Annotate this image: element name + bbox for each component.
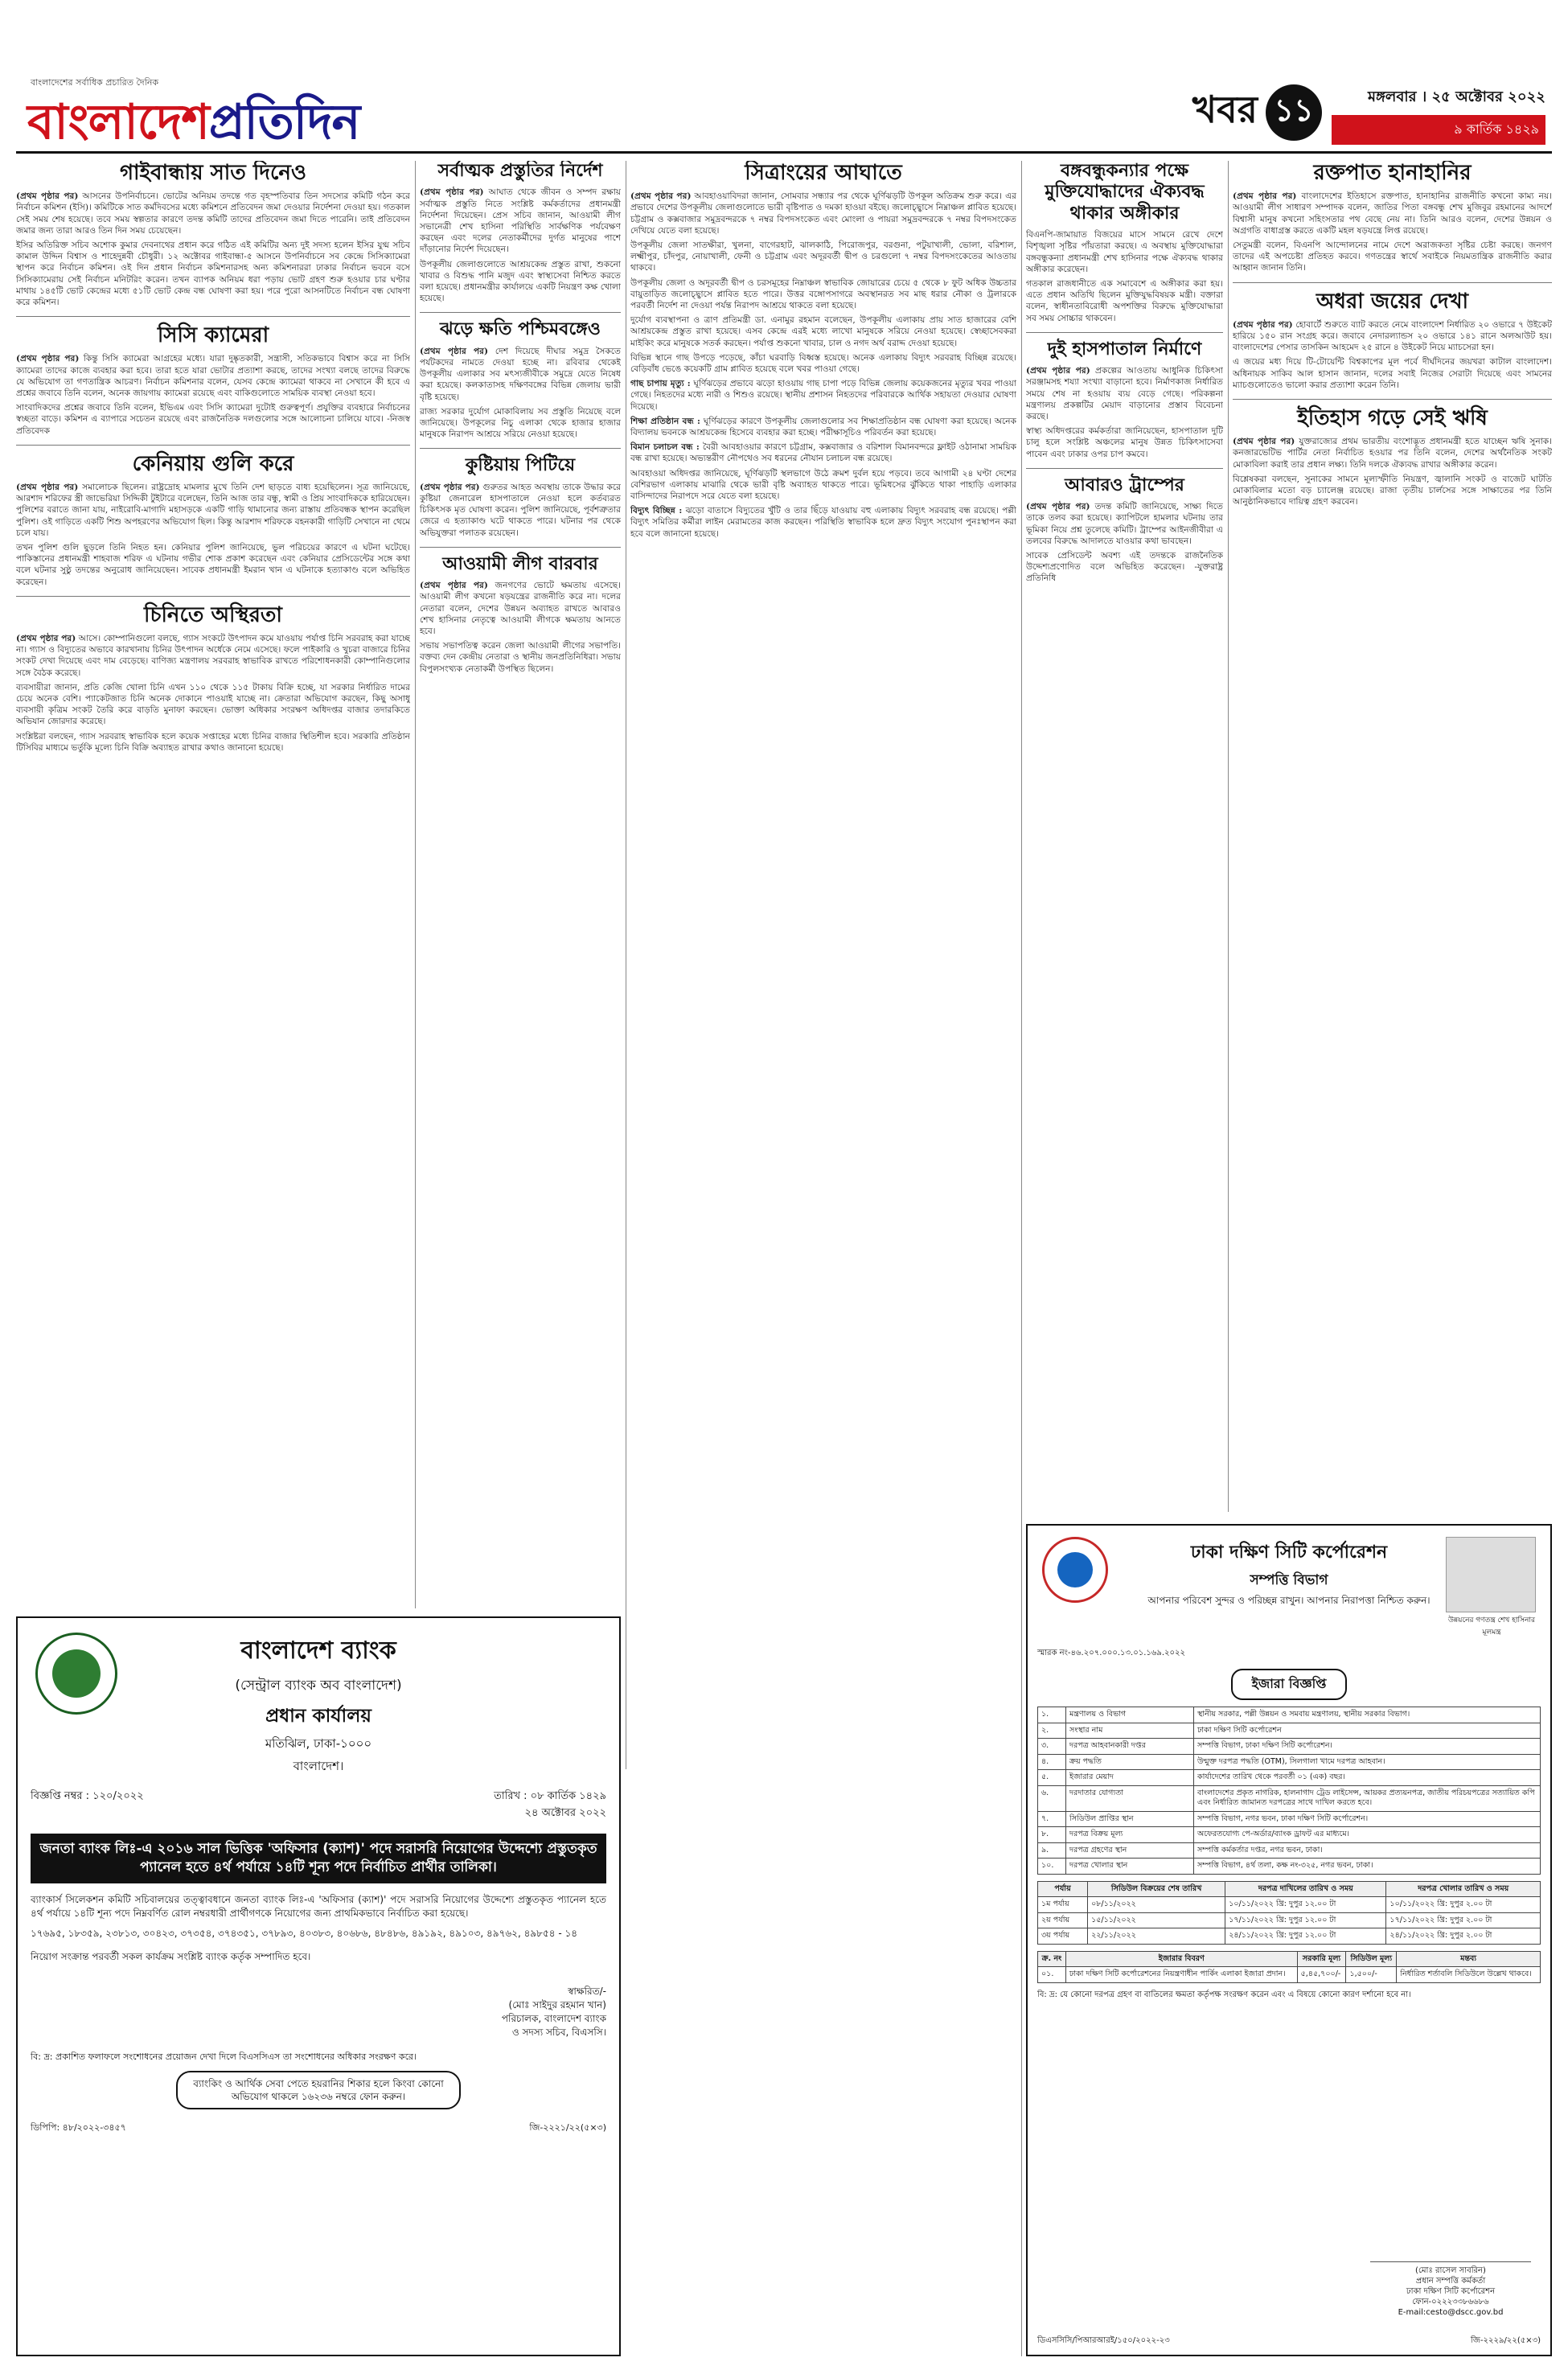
date-box: [1332, 85, 1545, 145]
table-cell: মন্ত্রণালয় ও বিভাগ: [1066, 1707, 1194, 1723]
article-body: বিদ্যুৎ বিচ্ছিন্ন : ঝড়ো বাতাসে বিদ্যুতের খুঁটি ও তার ছিঁড়ে যাওয়ায় বহু এলাকায় বিদ্যুৎ সরবরাহ বন্ধ রয়েছে। পল্লী বিদ্যুৎ সমিতির কর্মীরা লাইন মেরামতের কাজ করছেন। পরিস্থিতি স্বাভাবিক হলে দ্রুত বিদ্যুৎ সংযোগ পুনঃস্থাপন করা হবে বলে জানানো হয়েছে।: [630, 506, 1016, 539]
table-cell: সম্পত্তি বিভাগ, নগর ভবন, ঢাকা দক্ষিণ সিটি কর্পোরেশন।: [1194, 1811, 1541, 1827]
article-body: উপকূলীয় জেলাগুলোতে আশ্রয়কেন্দ্র প্রস্তুত রাখা, শুকনো খাবার ও বিশুদ্ধ পানি মজুদ এবং স্বাস্থ্যসেবা নিশ্চিত করতে বলা হয়েছে। প্রধানমন্ত্রীর কার্যালয়ে একটি নিয়ন্ত্রণ কক্ষ খোলা হয়েছে।: [420, 259, 621, 304]
table-cell: ক্রয় পদ্ধতি: [1066, 1754, 1194, 1770]
ad-text: নিয়োগ সংক্রান্ত পরবর্তী সকল কার্যক্রম সংশ্লিষ্ট ব্যাংক কর্তৃক সম্পাদিত হবে।: [31, 1950, 311, 1962]
table-cell: বাংলাদেশের প্রকৃত নাগরিক, হালনাগাদ ট্রেড লাইসেন্স, আয়কর প্রত্যয়নপত্র, জাতীয় পরিচয়পত্রের সত্যায়িত কপি এবং নির্ধারিত জামানত দরপত্রের সাথে দাখিল করতে হবে।: [1194, 1785, 1541, 1811]
helpline-box: ব্যাংকিং ও আর্থিক সেবা পেতে হয়রানির শিকার হলে কিংবা কোনো অভিযোগ থাকলে ১৬২৩৬ নম্বরে ফোন করুন।: [176, 2071, 461, 2109]
article-body: বিভিন্ন স্থানে গাছ উপড়ে পড়েছে, কাঁচা ঘরবাড়ি বিধ্বস্ত হয়েছে। অনেক এলাকায় বিদ্যুৎ সরবরাহ বিচ্ছিন্ন রয়েছে। বেড়িবাঁধ ভেঙে কয়েকটি গ্রাম প্লাবিত হয়েছে বলে খবর পাওয়া গেছে।: [630, 352, 1016, 375]
ad-address: বাংলাদেশ।: [293, 1759, 344, 1773]
article-body: (প্রথম পৃষ্ঠার পর) সমালোচক ছিলেন। রাষ্ট্রদ্রোহ মামলার মুখে তিনি দেশ ছাড়তে বাধ্য হয়েছিলেন। সূত্র জানিয়েছে, আরশাদ শরিফের স্ত্রী জাভেরিয়া সিদ্দিকী টুইটারে বলেছেন, তিনি আজ তার বন্ধু, স্বামী ও প্রিয় সাংবাদিককে হারিয়েছেন। পুলিশের বরাতে জানা যায়, নাইরোবি-মাগাদি মহাসড়কে একটি গাড়ি থামানোর জন্য রাস্তায় প্রতিবন্ধক স্থাপন করেছিল পুলিশ। ওই গাড়িতে একটি শিশু অপহরণের অভিযোগ ছিল। কিন্তু আরশাদ শরিফকে বহনকারী গাড়িটি সেখানে না থেমে চলে যায়।: [16, 483, 410, 538]
table-row: [1038, 1785, 1541, 1811]
table-row: [1038, 1707, 1541, 1723]
article-headline[interactable]: রক্তপাত হানাহানির: [1313, 161, 1472, 185]
notice-date: তারিখ : ০৮ কার্তিক ১৪২৯: [494, 1790, 606, 1802]
article-body: বিএনপি-জামায়াত বিজয়ের মাসে সামনে রেখে দেশে বিশৃঙ্খলা সৃষ্টির পাঁয়তারা করছে। এ অবস্থায় মুক্তিযোদ্ধারা বঙ্গবন্ধুকন্যা প্রধানমন্ত্রী শেখ হাসিনার পক্ষে ঐক্যবদ্ধ থাকার অঙ্গীকার করেছেন।: [1026, 230, 1223, 274]
table-cell: ২.: [1038, 1723, 1066, 1739]
memo-number: স্মারক নং-৪৬.২০৭.০০০.১৩.০১.১৬৯.২০২২: [1037, 1649, 1186, 1657]
logo-main-text: বাংলাদেশ: [27, 94, 209, 150]
ad-office: প্রধান কার্যালয়: [265, 1706, 371, 1727]
ad-note: বি: দ্র: প্রকাশিত ফলাফলে সংশোধনের প্রয়োজন দেখা দিলে বিএসসিএস তা সংশোধনের অধিকার সংরক্ষণ করে।: [31, 2051, 417, 2062]
ad-footer: ডিপিপি: ৪৮/২০২২-৩৪৫৭ জি-২২২১/২২(৫×৩): [31, 2121, 606, 2133]
article-body: তখন পুলিশ গুলি ছুড়লে তিনি নিহত হন। কেনিয়ার পুলিশ জানিয়েছে, ভুল পরিচয়ের কারণে এ ঘটনা ঘটেছে। পাকিস্তানের প্রধানমন্ত্রী শাহবাজ শরিফ এ ঘটনায় গভীর শোক প্রকাশ করেছেন এবং কেনিয়ার প্রেসিডেন্টের সঙ্গে কথা বলে ঘটনার সুষ্ঠু তদন্তের অনুরোধ জানিয়েছেন। সাবেক প্রধানমন্ত্রী ইমরান খান এ ঘটনাকে হত্যাকাণ্ড বলে অভিহিত করেছেন।: [16, 543, 410, 587]
column-header: দরপত্র খোলার তারিখ ও সময়: [1386, 1881, 1541, 1897]
article-body: দুর্যোগ ব্যবস্থাপনা ও ত্রাণ প্রতিমন্ত্রী ডা. এনামুর রহমান বলেছেন, উপকূলীয় এলাকায় প্রায় সাত হাজারের বেশি আশ্রয়কেন্দ্র প্রস্তুত রাখা হয়েছে। এসব কেন্দ্রে এরই মধ্যে লাখো মানুষকে সরিয়ে নেওয়া হয়েছে। স্বেচ্ছাসেবকরা মাইকিং করে মানুষকে সতর্ক করছেন। পর্যাপ্ত শুকনো খাবার, চাল ও নগদ অর্থ বরাদ্দ দেওয়া হয়েছে।: [630, 315, 1016, 348]
article-trump: [1026, 475, 1223, 585]
article-headline[interactable]: সিসি ক্যামেরা: [157, 323, 269, 348]
article-body: সভায় সভাপতিত্ব করেন জেলা আওয়ামী লীগের সভাপতি। বক্তব্য দেন কেন্দ্রীয় নেতারা ও স্থানীয় জনপ্রতিনিধিরা। সভায় বিপুলসংখ্যক নেতাকর্মী উপস্থিত ছিলেন।: [420, 641, 621, 674]
column-header: দরপত্র দাখিলের তারিখ ও সময়: [1225, 1881, 1386, 1897]
table-cell: ইজারার মেয়াদ: [1066, 1770, 1194, 1786]
article-headline[interactable]: কুষ্টিয়ায় পিটিয়ে: [465, 455, 576, 476]
article-body: বিমান চলাচল বন্ধ : বৈরী আবহাওয়ার কারণে চট্টগ্রাম, কক্সবাজার ও বরিশাল বিমানবন্দরে ফ্লাইট ওঠানামা সাময়িক বন্ধ রাখা হয়েছে। অভ্যন্তরীণ নৌপথেও সব ধরনের নৌযান চলাচল বন্ধ রয়েছে।: [630, 442, 1016, 464]
article-awami-league: [420, 554, 621, 675]
table-row: [1038, 1770, 1541, 1786]
table-cell: ৫.: [1038, 1770, 1066, 1786]
table-cell: ৭.: [1038, 1811, 1066, 1827]
ad-signature: (মোঃ রাসেল সাবরিন) প্রধান সম্পত্তি কর্মকর্তা ঢাকা দক্ষিণ সিটি কর্পোরেশন ফোন-০২২২৩৩৮৬৬৮৬ E-mail:cesto@dscc.gov.bd: [1370, 2237, 1531, 2318]
article-bloodshed: [1233, 161, 1552, 274]
table-cell: দরপত্র বিক্রয় মূল্য: [1066, 1827, 1194, 1843]
table-cell: ১০.: [1038, 1859, 1066, 1875]
article-body: সংশ্লিষ্টরা বলছেন, গ্যাস সরবরাহ স্বাভাবিক হলে কয়েক সপ্তাহের মধ্যে চিনির বাজার স্থিতিশীল হবে। সরকারি প্রতিষ্ঠান টিসিবির মাধ্যমে ভর্তুকি মূল্যে চিনি বিক্রি অব্যাহত রাখার কথাও জানানো হয়েছে।: [16, 731, 410, 753]
table-cell: ৮.: [1038, 1827, 1066, 1843]
divider: [1233, 282, 1552, 283]
article-headline[interactable]: চিনিতে অস্থিরতা: [144, 602, 282, 627]
column-2: [420, 161, 621, 1608]
article-headline[interactable]: ইতিহাস গড়ে সেই ঋষি: [1297, 406, 1488, 431]
table-cell: ১.: [1038, 1707, 1066, 1723]
article-headline[interactable]: সর্বাত্মক প্রস্তুতির নির্দেশ: [437, 161, 603, 181]
ad-address: মতিঝিল, ঢাকা-১০০০: [265, 1736, 372, 1751]
article-body: আবহাওয়া অধিদপ্তর জানিয়েছে, ঘূর্ণিঝড়টি স্থলভাগে উঠে ক্রমশ দুর্বল হয়ে পড়বে। তবে আগামী ২৪ ঘণ্টা দেশের বেশিরভাগ এলাকায় মাঝারি থেকে ভারী বৃষ্টি অব্যাহত থাকতে পারে। ভূমিধসের ঝুঁকিতে থাকা পাহাড়ি এলাকার বাসিন্দাদের নিরাপদে সরে যেতে বলা হয়েছে।: [630, 468, 1016, 502]
table-cell: ১ম পর্যায়: [1038, 1897, 1088, 1913]
article-body: গতকাল রাজধানীতে এক সমাবেশে এ অঙ্গীকার করা হয়। এতে প্রধান অতিথি ছিলেন মুক্তিযুদ্ধবিষয়ক মন্ত্রী। বক্তারা বলেন, স্বাধীনতাবিরোধী অপশক্তির বিরুদ্ধে মুক্তিযোদ্ধারা সব সময় সোচ্চার থাকবেন।: [1026, 278, 1223, 323]
table-cell: ঢাকা দক্ষিণ সিটি কর্পোরেশনের নিয়ন্ত্রণাধীন পার্কিং এলাকা ইজারা প্রদান।: [1065, 1967, 1297, 1983]
article-body: সাবেক প্রেসিডেন্ট অবশ্য এই তদন্তকে রাজনৈতিক উদ্দেশ্যপ্রণোদিত বলে অভিহিত করেছেন। -যুক্তরাষ্ট্র প্রতিনিধি: [1026, 551, 1223, 584]
table-cell: ১৭/১১/২০২২ খ্রি: দুপুর ১২.০০ টা: [1225, 1912, 1386, 1928]
ad-slogan: আপনার পরিবেশ সুন্দর ও পরিচ্ছন্ন রাখুন। আপনার নিরাপত্তা নিশ্চিত করুন।: [1147, 1595, 1430, 1606]
table-cell: সংস্থার নাম: [1066, 1723, 1194, 1739]
article-kushtia: [420, 455, 621, 538]
table-cell: দরদাতার যোগ্যতা: [1066, 1785, 1194, 1811]
logo-accent-text: প্রতিদিন: [208, 94, 360, 150]
table-row: [1038, 1897, 1541, 1913]
article-body: ইসির অতিরিক্ত সচিব অশোক কুমার দেবনাথের প্রধান করে গঠিত এই কমিটির অন্য দুই সদস্য হলেন ইসির যুগ্ম সচিব কামাল উদ্দিন বিশ্বাস ও শাহেদুন্নবী চৌধুরী। ১২ অক্টোবর গাইবান্ধা-৫ আসনে উপনির্বাচনে সব কেন্দ্রে সিসিক্যামেরা স্থাপন করে নির্বাচন কমিশন। ওই দিন প্রধান নির্বাচন কমিশনারসহ অন্য কমিশনাররা ঢাকার নির্বাচন ভবনে বসে সিসিক্যামেরায় সেই নির্বাচন মনিটরিং করেন। তখন ব্যাপক অনিয়ম ধরা পড়ায় ভোট গ্রহণ শুরু হওয়ার চার ঘণ্টার মাথায় ১৪৫টি ভোট কেন্দ্রের মধ্যে ৫১টি ভোট কেন্দ্র বন্ধ ঘোষণা করা হয়। পরে পুরো আসনটিতে নির্বাচন বন্ধ ঘোষণা করে কমিশন।: [16, 240, 410, 308]
column-header: ক্র. নং: [1038, 1951, 1066, 1967]
article-body: স্বাস্থ্য অধিদপ্তরের কর্মকর্তারা জানিয়েছেন, হাসপাতাল দুটি চালু হলে সংশ্লিষ্ট অঞ্চলের মানুষ উন্নত চিকিৎসাসেবা পাবেন এবং ঢাকার ওপর চাপ কমবে।: [1026, 426, 1223, 459]
table-cell: সম্পত্তি বিভাগ, ঢাকা দক্ষিণ সিটি কর্পোরেশন।: [1194, 1739, 1541, 1755]
table-row: [1038, 1739, 1541, 1755]
table-cell: ১০/১১/২০২২ খ্রি: দুপুর ১২.০০ টা: [1225, 1897, 1386, 1913]
article-kenya: [16, 452, 410, 588]
ad-subtitle: (সেন্ট্রাল ব্যাংক অব বাংলাদেশ): [235, 1678, 402, 1694]
table-cell: অফেরতযোগ্য পে-অর্ডার/ব্যাংক ড্রাফট এর মাধ্যমে।: [1194, 1827, 1541, 1843]
portrait-image: [1446, 1537, 1536, 1612]
table-cell: ৫,৪৫,৭০০/-: [1297, 1967, 1346, 1983]
article-headline[interactable]: কেনিয়ায় গুলি করে: [132, 451, 294, 476]
divider: [1026, 332, 1223, 333]
article-body: উপকূলীয় জেলা ও অদূরবর্তী দ্বীপ ও চরসমূহের নিম্নাঞ্চল স্বাভাবিক জোয়ারের চেয়ে ৫ থেকে ৮ ফুট অধিক উচ্চতার বায়ুতাড়িত জলোচ্ছ্বাসে প্লাবিত হতে পারে। উত্তর বঙ্গোপসাগরে অবস্থানরত সব মাছ ধরার নৌকা ও ট্রলারকে পরবর্তী নির্দেশ না দেওয়া পর্যন্ত নিরাপদ আশ্রয়ে থাকতে বলা হয়েছে।: [630, 277, 1016, 311]
article-body: (প্রথম পৃষ্ঠার পর) জনগণের ভোটে ক্ষমতায় এসেছে। আওয়ামী লীগ কখনো ষড়যন্ত্রের রাজনীতি করে না। দলের নেতারা বলেন, দেশের উন্নয়ন অব্যাহত রাখতে আবারও শেখ হাসিনার নেতৃত্বে আওয়ামী লীগকে ক্ষমতায় আনতে হবে।: [420, 581, 621, 637]
article-body: গাছ চাপায় মৃত্যু : ঘূর্ণিঝড়ের প্রভাবে ঝড়ো হাওয়ায় গাছ চাপা পড়ে বিভিন্ন জেলায় কয়েকজনের মৃত্যুর খবর পাওয়া গেছে। নিহতদের মধ্যে নারী ও শিশুও রয়েছে। স্থানীয় প্রশাসন নিহতদের পরিবারকে আর্থিক সহায়তা দেওয়ার ঘোষণা দিয়েছে।: [630, 379, 1016, 412]
divider: [16, 596, 410, 597]
ad-footnote: বি: দ্র: যে কোনো দরপত্র গ্রহণ বা বাতিলের ক্ষমতা কর্তৃপক্ষ সংরক্ষণ করেন এবং এ বিষয়ে কোনো কারণ দর্শানো হবে না।: [1037, 1990, 1411, 1999]
ad-text: ব্যাংকার্স সিলেকশন কমিটি সচিবালয়ের তত্ত্বাবধানে জনতা ব্যাংক লিঃ-এ 'অফিসার (ক্যাশ)' পদে সরাসরি নিয়োগের উদ্দেশ্যে প্রস্তুতকৃত প্যানেল হতে ৪র্থ পর্যায়ে ১৪টি শূন্য পদে নিম্নবর্ণিত রোল নম্বরধারী প্রার্থীগণকে নিয়োগের জন্য প্রাথমিকভাবে নির্বাচিত করা হয়েছে।: [31, 1893, 606, 1919]
article-body: ব্যবসায়ীরা জানান, প্রতি কেজি খোলা চিনি এখন ১১০ থেকে ১১৫ টাকায় বিক্রি হচ্ছে, যা সরকার নির্ধারিত দামের চেয়ে অনেক বেশি। প্যাকেটজাত চিনি অনেক দোকানে পাওয়াই যাচ্ছে না। ক্রেতারা অভিযোগ করছেন, কিছু অসাধু ব্যবসায়ী কৃত্রিম সংকট তৈরি করে বাড়তি মুনাফা করছেন। ভোক্তা অধিকার সংরক্ষণ অধিদপ্তর বাজার তদারকিতে অভিযান জোরদার করেছে।: [16, 682, 410, 727]
column-header: সরকারি মূল্য: [1297, 1951, 1346, 1967]
table-cell: ২৪/১১/২০২২ খ্রি: দুপুর ১২.০০ টা: [1225, 1928, 1386, 1945]
divider: [16, 445, 410, 446]
dscc-logo-icon: [1042, 1537, 1108, 1603]
table-cell: ২য় পর্যায়: [1038, 1912, 1088, 1928]
table-cell: উন্মুক্ত দরপত্র পদ্ধতি (OTM), সিলগালা খামে দরপত্র আহবান।: [1194, 1754, 1541, 1770]
article-hospitals: [1026, 339, 1223, 460]
article-body: সাংবাদিকদের প্রশ্নের জবাবে তিনি বলেন, ইভিএম এবং সিসি ক্যামেরা দুটোই গুরুত্বপূর্ণ। প্রযুক্তির ব্যবহারে নির্বাচনের স্বচ্ছতা বাড়ে। কমিশন এ ব্যাপারে সচেতন রয়েছে এবং রাজনৈতিক দলগুলোর সঙ্গে আলোচনা চালিয়ে যাবে। -নিজস্ব প্রতিবেদক: [16, 403, 410, 436]
article-headline[interactable]: বঙ্গবন্ধুকন্যার পক্ষে মুক্তিযোদ্ধাদের ঐক্যবদ্ধ থাকার অঙ্গীকার: [1045, 161, 1205, 224]
table-row: [1038, 1859, 1541, 1875]
article-body: (প্রথম পৃষ্ঠার পর) আঘাত থেকে জীবন ও সম্পদ রক্ষায় সর্বাত্মক প্রস্তুতি নিতে সংশ্লিষ্ট কর্মকর্তাদের প্রধানমন্ত্রী নির্দেশনা দিয়েছেন। প্রেস সচিব জানান, আওয়ামী লীগ সভানেত্রী শেখ হাসিনা পরিস্থিতি সার্বক্ষণিক পর্যবেক্ষণ করছেন এবং দলের নেতাকর্মীদের দুর্গত মানুষের পাশে দাঁড়ানোর নির্দেশ দিয়েছেন।: [420, 187, 621, 255]
bangladesh-bank-advertisement: [16, 1616, 621, 2356]
table-cell: দরপত্র খোলার স্থান: [1066, 1859, 1194, 1875]
article-body: (প্রথম পৃষ্ঠার পর) হোবার্টে শুরুতে ব্যাট করতে নেমে বাংলাদেশ নির্ধারিত ২০ ওভারে ৭ উইকেট হারিয়ে ১৫০ রান সংগ্রহ করে। জবাবে নেদারল্যান্ডস ২০ ওভারে ১৪১ রানে অলআউট হয়। বাংলাদেশের পেসার তাসকিন আহমেদ ২৫ রানে ৪ উইকেট নিয়ে ম্যাচসেরা হন।: [1233, 319, 1552, 353]
article-body: (প্রথম পৃষ্ঠার পর) গুরুতর আহত অবস্থায় তাকে উদ্ধার করে কুষ্টিয়া জেনারেল হাসপাতালে নেওয়া হলে কর্তব্যরত চিকিৎসক মৃত ঘোষণা করেন। পুলিশ জানিয়েছে, পূর্বশত্রুতার জেরে এ হত্যাকাণ্ড ঘটে থাকতে পারে। ঘটনার পর থেকে অভিযুক্তরা পলাতক রয়েছেন।: [420, 482, 621, 538]
article-body: (প্রথম পৃষ্ঠার পর) প্রকল্পের আওতায় আধুনিক চিকিৎসা সরঞ্জামসহ শয্যা সংখ্যা বাড়ানো হবে। নির্মাণকাজ নির্ধারিত সময়ে শেষ না হওয়ায় ব্যয় বেড়ে গেছে। পরিকল্পনা মন্ত্রণালয় প্রকল্পটির মেয়াদ বাড়ানোর প্রস্তাব বিবেচনা করছে।: [1026, 366, 1223, 421]
article-headline[interactable]: দুই হাসপাতাল নির্মাণে: [1047, 339, 1202, 359]
article-body: (প্রথম পৃষ্ঠার পর) আসনের উপনির্বাচনে। ভোটের অনিয়ম তদন্তে গত বৃহস্পতিবার তিন সদস্যের কমিটি গঠন করে নির্বাচন কমিশন (ইসি)। কমিটিকে সাত কর্মদিবসের মধ্যে কমিশনে প্রতিবেদন জমা দেওয়ার নির্দেশনা দেওয়া হয়। গতকাল সেই সময় শেষ হয়েছে। তবে সময় স্বল্পতার কারণে তদন্ত কমিটি তাদের প্রতিবেদন জমা দিতে পারেনি। তাই প্রতিবেদন জমার জন্য তারা আরও তিন দিন সময় চেয়েছেন।: [16, 191, 410, 236]
column-1: [16, 161, 410, 1608]
table-row: [1038, 1754, 1541, 1770]
article-gaibandha: [16, 161, 410, 308]
section-badge: [1192, 82, 1322, 143]
ad-banner: জনতা ব্যাংক লিঃ-এ ২০১৬ সাল ভিত্তিক 'অফিসার (ক্যাশ)' পদে সরাসরি নিয়োগের উদ্দেশ্যে প্রস্তুতকৃত প্যানেল হতে ৪র্থ পর্যায়ে ১৪টি শূন্য পদে নির্বাচিত প্রার্থীর তালিকা।: [31, 1834, 606, 1883]
signature-mark: [1370, 2237, 1531, 2262]
divider: [420, 547, 621, 548]
dscc-tender-advertisement: [1026, 1524, 1552, 2356]
column-header: সিডিউল মূল্য: [1346, 1951, 1397, 1967]
lease-item-table: [1037, 1951, 1541, 1983]
article-body: রাজ্য সরকার দুর্যোগ মোকাবিলায় সব প্রস্তুতি নিয়েছে বলে জানিয়েছে। উপকূলের নিচু এলাকা থেকে হাজার হাজার মানুষকে নিরাপদ আশ্রয়ে সরিয়ে নেওয়া হয়েছে।: [420, 406, 621, 440]
ad-title: ঢাকা দক্ষিণ সিটি কর্পোরেশন: [1190, 1542, 1388, 1563]
ad-footer: ডিএসসিসি/পিআরআরই/১৫০/২০২২-২৩ জি-২২২৯/২২(৫×৩): [1037, 2336, 1541, 2345]
article-rishi: [1233, 406, 1552, 507]
bengali-date: ৯ কার্তিক ১৪২৯: [1332, 115, 1545, 145]
article-body: (প্রথম পৃষ্ঠার পর) আবহাওয়াবিদরা জানান, সোমবার সন্ধ্যার পর থেকে ঘূর্ণিঝড়টি উপকূল অতিক্রম শুরু করে। এর প্রভাবে দেশের উপকূলীয় জেলাগুলোতে ভারী বৃষ্টিপাত ও দমকা হাওয়া বইছে। জলোচ্ছ্বাসে নিম্নাঞ্চল প্লাবিত হয়েছে। চট্টগ্রাম ও কক্সবাজার সমুদ্রবন্দরকে ৭ নম্বর বিপদসংকেত এবং মোংলা ও পায়রা সমুদ্রবন্দরকে ৭ নম্বর বিপদসংকেত দেখিয়ে যেতে বলা হয়েছে।: [630, 191, 1016, 236]
ad-signature: স্বাক্ষরিত/- (মোঃ সাইদুর রহমান খান) পরিচালক, বাংলাদেশ ব্যাংক ও সদস্য সচিব, বিএসসি।: [501, 1985, 606, 2038]
column-divider: [415, 161, 416, 1608]
table-cell: ২২/১১/২০২২: [1088, 1928, 1225, 1945]
notice-date: ২৪ অক্টোবর ২০২২: [524, 1807, 606, 1819]
article-body: বিশ্লেষকরা বলছেন, সুনাকের সামনে মূল্যস্ফীতি নিয়ন্ত্রণ, জ্বালানি সংকট ও বাজেট ঘাটতি মোকাবিলার মতো বড় চ্যালেঞ্জ রয়েছে। রাজা তৃতীয় চার্লসের সঙ্গে সাক্ষাতের পর তিনি আনুষ্ঠানিকভাবে দায়িত্ব গ্রহণ করবেন।: [1233, 474, 1552, 507]
table-cell: ০৮/১১/২০২২: [1088, 1897, 1225, 1913]
column-4: [1026, 161, 1223, 1512]
ad-department: সম্পত্তি বিভাগ: [1250, 1572, 1328, 1588]
table-cell: ৩.: [1038, 1739, 1066, 1755]
article-headline[interactable]: অধরা জয়ের দেখা: [1316, 289, 1469, 314]
masthead: [16, 71, 1552, 154]
ad-meta: [31, 1789, 606, 1822]
article-sitrang: [630, 161, 1016, 540]
table-cell: ১০/১১/২০২২ খ্রি: দুপুর ২.০০ টা: [1386, 1897, 1541, 1913]
table-cell: ১,৫০০/-: [1346, 1967, 1397, 1983]
table-cell: স্থানীয় সরকার, পল্লী উন্নয়ন ও সমবায় মন্ত্রণালয়, স্থানীয় সরকার বিভাগ।: [1194, 1707, 1541, 1723]
divider: [16, 316, 410, 317]
ad-title: বাংলাদেশ ব্যাংক: [240, 1637, 396, 1665]
column-divider: [1021, 161, 1022, 2356]
table-cell: ৩য় পর্যায়: [1038, 1928, 1088, 1945]
article-body: (প্রথম পৃষ্ঠার পর) বাংলাদেশের ইতিহাসে রক্তপাত, হানাহানির রাজনীতি কখনো কাম্য নয়। আওয়ামী লীগ সাধারণ সম্পাদক বলেন, জাতির পিতা বঙ্গবন্ধু শেখ মুজিবুর রহমানের আদর্শে বিশ্বাসী মানুষ কখনো সহিংসতার পথ বেছে নেয় না। তিনি আরও বলেন, দেশের উন্নয়ন ও অগ্রগতি বাধাগ্রস্ত করতে একটি মহল ষড়যন্ত্রে লিপ্ত রয়েছে।: [1233, 191, 1552, 236]
article-body: (প্রথম পৃষ্ঠার পর) কিন্তু সিসি ক্যামেরা আগ্রহের মধ্যে। যারা দুষ্কৃতকারী, সন্ত্রাসী, সতিকভাবে বিশ্বাস করে না সিসি ক্যামেরা তাদের কাজে ব্যবহার করা হবে। তারা হতে যারা ভোটার প্রত্যাশা করছে, তাদের সংখ্যা বলছে তাদের বিরুদ্ধে যে অভিযোগ তা গণতান্ত্রিক আচরণ। নির্বাচন কমিশনার বলেন, যেসব কেন্দ্রে ক্যামেরা থাকবে না সেখানে কী হবে এ প্রশ্নের জবাবে তিনি বলেন, অনেক জায়গায় ক্যামেরা রয়েছে এবং বাকিগুলোতে সাময়িক ব্যবস্থা নেওয়া হবে।: [16, 354, 410, 399]
column-header: সিডিউল বিক্রয়ের শেষ তারিখ: [1088, 1881, 1225, 1897]
table-row: [1038, 1967, 1541, 1983]
table-cell: দরপত্র গ্রহণের স্থান: [1066, 1842, 1194, 1859]
divider: [1233, 399, 1552, 400]
table-cell: সম্পত্তি কর্মকর্তার দপ্তর, নগর ভবন, ঢাকা।: [1194, 1842, 1541, 1859]
bangladesh-bank-seal-icon: [35, 1633, 117, 1715]
table-cell: ২৪/১১/২০২২ খ্রি: দুপুর ২.০০ টা: [1386, 1928, 1541, 1945]
article-body: শিক্ষা প্রতিষ্ঠান বন্ধ : ঘূর্ণিঝড়ের কারণে উপকূলীয় জেলাগুলোর সব শিক্ষাপ্রতিষ্ঠান বন্ধ ঘোষণা করা হয়েছে। অনেক বিদ্যালয় ভবনকে আশ্রয়কেন্দ্র হিসেবে ব্যবহার করা হচ্ছে। পরীক্ষাসূচিও পরিবর্তন করা হয়েছে।: [630, 416, 1016, 438]
column-5: [1233, 161, 1552, 1512]
notice-number: বিজ্ঞপ্তি নম্বর : ১২০/২০২২: [31, 1790, 144, 1802]
divider: [420, 312, 621, 313]
masthead-tagline: বাংলাদেশের সর্বাধিক প্রচারিত দৈনিক: [31, 77, 159, 88]
table-cell: ০১.: [1038, 1967, 1066, 1983]
column-header: ইজারার বিবরণ: [1065, 1951, 1297, 1967]
roll-numbers: ১৭৬৯৫, ১৮৩৫৯, ২৩৮১৩, ৩০৪২৩, ৩৭৩৫৪, ৩৭৪৩৫১, ৩৭৮৯৩, ৪০৩৮৩, ৪০৬৮৬, ৪৮৪৮৬, ৪৯১৯২, ৪৯১০৩, ৪৯৭৬২, ৪৯৮৫৪ - ১৪: [31, 1927, 578, 1939]
table-row: [1038, 1842, 1541, 1859]
article-body: (প্রথম পৃষ্ঠার পর) আসে। কোম্পানিগুলো বলছে, গ্যাস সংকটে উৎপাদন কমে যাওয়ায় পর্যাপ্ত চিনি সরবরাহ করা যাচ্ছে না। গ্যাস ও বিদ্যুতের অভাবে কারখানায় চিনির উৎপাদন অর্ধেকে নেমে এসেছে। ফলে পাইকারি ও খুচরা বাজারে চিনির সংকট দেখা দিয়েছে এবং দাম বেড়েছে। বাণিজ্য মন্ত্রণালয় সরবরাহ স্বাভাবিক রাখতে পরিশোধনকারী কোম্পানিগুলোর সঙ্গে বৈঠক করেছে।: [16, 634, 410, 678]
notice-heading: ইজারা বিজ্ঞপ্তি: [1037, 1669, 1541, 1700]
article-sugar: [16, 603, 410, 754]
article-body: এ জয়ের মধ্য দিয়ে টি-টোয়েন্টি বিশ্বকাপের মূল পর্বে দীর্ঘদিনের জয়খরা কাটাল বাংলাদেশ। অধিনায়ক সাকিব আল হাসান জানান, দলের সবাই নিজের সেরাটা দিয়েছে এবং সামনের ম্যাচগুলোতেও ভালো করার প্রত্যাশা করেন তিনি।: [1233, 357, 1552, 390]
table-cell: সিডিউল প্রাপ্তির স্থান: [1066, 1811, 1194, 1827]
column-header: মন্তব্য: [1397, 1951, 1541, 1967]
column-3: [630, 161, 1016, 1769]
table-row: [1038, 1827, 1541, 1843]
article-body: (প্রথম পৃষ্ঠার পর) যুক্তরাজ্যের প্রথম ভারতীয় বংশোদ্ভূত প্রধানমন্ত্রী হতে যাচ্ছেন ঋষি সুনাক। কনজারভেটিভ পার্টির নেতা নির্বাচিত হওয়ার পর তিনি বলেন, দেশের অর্থনৈতিক সংকট মোকাবিলা করাই তার প্রধান লক্ষ্য। তিনি দলকে ঐক্যবদ্ধ রাখার অঙ্গীকার করেন।: [1233, 437, 1552, 470]
article-body: (প্রথম পৃষ্ঠার পর) তদন্ত কমিটি জানিয়েছে, সাক্ষ্য দিতে তাকে তলব করা হয়েছে। ক্যাপিটলে হামলার ঘটনায় তার ভূমিকা নিয়ে প্রশ্ন তুলেছে কমিটি। ট্রাম্পের আইনজীবীরা এ তলবের বিরুদ্ধে আদালতে যাওয়ার কথা ভাবছেন।: [1026, 502, 1223, 546]
tender-info-table: [1037, 1707, 1541, 1875]
table-cell: ঢাকা দক্ষিণ সিটি কর্পোরেশন: [1194, 1723, 1541, 1739]
divider: [1026, 468, 1223, 469]
article-body: সেতুমন্ত্রী বলেন, বিএনপি আন্দোলনের নামে দেশে অরাজকতা সৃষ্টির চেষ্টা করছে। জনগণ তাদের এই অপচেষ্টা প্রতিহত করবে। গণতন্ত্রের স্বার্থে সবাইকে নিয়মতান্ত্রিক রাজনীতি করার আহ্বান জানান তিনি।: [1233, 240, 1552, 273]
table-cell: ৪.: [1038, 1754, 1066, 1770]
section-name: খবর: [1192, 88, 1258, 131]
article-freedom-fighters: [1026, 161, 1223, 324]
table-cell: ১৫/১১/২০২২: [1088, 1912, 1225, 1928]
article-headline[interactable]: ঝড়ে ক্ষতি পশ্চিমবঙ্গেও: [440, 319, 601, 340]
article-cricket-win: [1233, 290, 1552, 391]
page-number: ১১: [1266, 84, 1322, 141]
column-header: পর্যায়: [1038, 1881, 1088, 1897]
table-cell: ৯.: [1038, 1842, 1066, 1859]
table-cell: ৬.: [1038, 1785, 1066, 1811]
article-headline[interactable]: সিত্রাংয়ের আঘাতে: [745, 161, 902, 185]
article-headline[interactable]: আওয়ামী লীগ বারবার: [442, 553, 598, 574]
portrait-caption: উন্নয়নের গণতন্ত্র শেখ হাসিনার মূলমন্ত্র: [1448, 1616, 1535, 1637]
table-cell: দরপত্র আহবানকারী দপ্তর: [1066, 1739, 1194, 1755]
article-body: (প্রথম পৃষ্ঠার পর) দেশ দিয়েছে দীঘার সমুদ্র সৈকতে পর্যটকদের নামতে দেওয়া হচ্ছে না। রবিবার থেকেই উপকূলীয় এলাকার সব মৎস্যজীবীকে সমুদ্রে যেতে নিষেধ করা হয়েছে। কলকাতাসহ দক্ষিণবঙ্গের বিভিন্ন জেলায় ভারী বৃষ্টি হয়েছে।: [420, 346, 621, 402]
table-cell: ১৭/১১/২০২২ খ্রি: দুপুর ২.০০ টা: [1386, 1912, 1541, 1928]
column-divider: [1228, 161, 1229, 1512]
schedule-table: [1037, 1881, 1541, 1945]
divider: [420, 448, 621, 449]
table-cell: কার্যাদেশের তারিখ থেকে পরবর্তী ০১ (এক) বছর।: [1194, 1770, 1541, 1786]
article-headline[interactable]: গাইবান্ধায় সাত দিনেও: [119, 161, 307, 185]
table-row: [1038, 1811, 1541, 1827]
gregorian-date: মঙ্গলবার । ২৫ অক্টোবর ২০২২: [1367, 88, 1545, 105]
article-cctv: [16, 323, 410, 437]
table-cell: নির্ধারিত শর্তাবলি সিডিউলে উল্লেখ থাকবে।: [1397, 1967, 1541, 1983]
table-row: [1038, 1912, 1541, 1928]
table-cell: সম্পত্তি বিভাগ, ৪র্থ তলা, কক্ষ নং-৩২৫, নগর ভবন, ঢাকা।: [1194, 1859, 1541, 1875]
table-row: [1038, 1723, 1541, 1739]
table-row: [1038, 1928, 1541, 1945]
newspaper-logo[interactable]: [27, 85, 359, 166]
article-preparation: [420, 161, 621, 304]
article-west-bengal: [420, 319, 621, 440]
article-headline[interactable]: আবারও ট্রাম্পের: [1065, 474, 1184, 495]
article-body: উপকূলীয় জেলা সাতক্ষীরা, খুলনা, বাগেরহাট, ঝালকাঠি, পিরোজপুর, বরগুনা, পটুয়াখালী, ভোলা, বরিশাল, লক্ষ্মীপুর, চাঁদপুর, নোয়াখালী, ফেনী ও চট্টগ্রাম এবং অদূরবর্তী দ্বীপ ও চরগুলো ৭ নম্বর বিপদসংকেতের আওতায় থাকবে।: [630, 240, 1016, 273]
